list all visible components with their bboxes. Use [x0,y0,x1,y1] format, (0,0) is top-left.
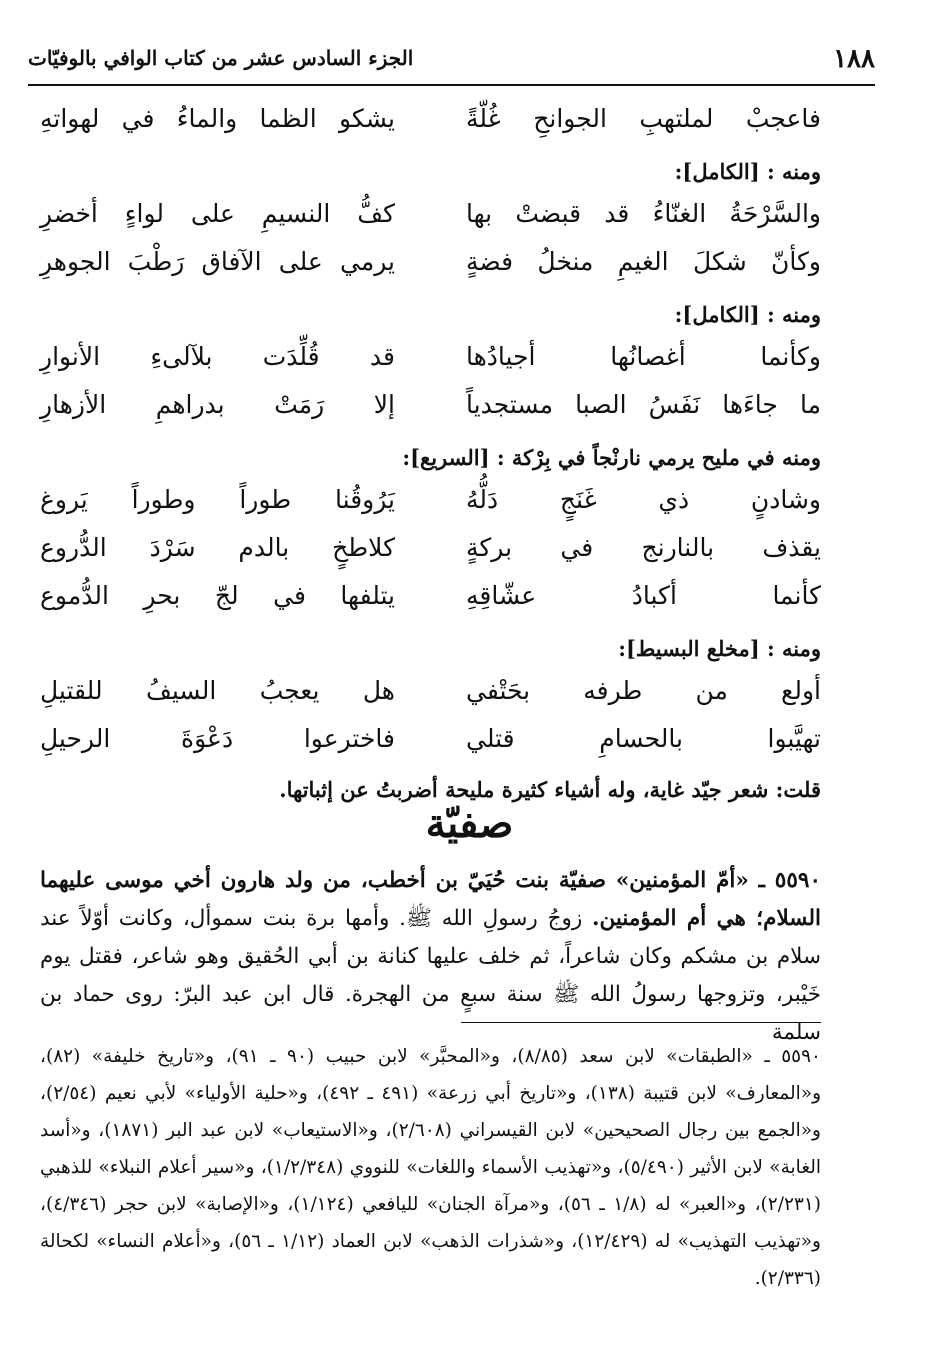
verse-line [40,195,821,243]
verse-line [40,338,821,386]
verse-second-hemistich: يرمي على الآفاق رَطْبَ الجوهرِ [40,247,395,276]
verse-second-hemistich: كفُّ النسيمِ على لواءٍ أخضرِ [40,199,395,228]
page-header [28,36,875,86]
meter-intro: ومنه : [الكامل]: [674,302,821,327]
verse-first-hemistich: فاعجبْ لملتهبِ الجوانحِ غُلّةً [466,104,821,133]
poetry-section [40,100,821,812]
verse-first-hemistich: كأنما أكبادُ عشّاقِهِ [466,581,821,610]
meter-intro: ومنه : [الكامل]: [674,159,821,184]
verse-second-hemistich: يتلفها في لجّ بحرِ الدُّموع [40,581,395,610]
verse-first-hemistich: والسَّرْحَةُ الغنّاءُ قد قبضتْ بها [466,199,821,228]
entry-text: زوجُ رسولِ الله ﷺ. وأمها برة بنت سموأل، وكانت أوّلاً عند سلام بن مشكم وكان شاعراً، ثم خلف عليها كنانة بن أبي الحُقيق وهو شاعر، فقتل يوم خَيْبر، وتزوجها رسولُ الله ﷺ سنة سبعٍ من الهجرة. قال ابن عبد البرّ: روى حماد بن سلمة [40,906,821,1045]
verse-first-hemistich: أولع من طرفه بحَتْفي [466,676,821,705]
page-number: ١٨٨ [833,44,875,74]
meter-intro: ومنه في مليح يرمي نارنْجاً في بِرْكة : [السريع]: [402,445,821,470]
meter-intro: ومنه : [مخلع البسيط]: [618,636,821,661]
verse-first-hemistich: وكأنما أغصانُها أجيادُها [466,342,821,371]
verse-second-hemistich: هل يعجبُ السيفُ للقتيلِ [40,676,395,705]
verse-line [40,243,821,291]
entry-heading: ٥٥٩٠ ـ «أمّ المؤمنين» صفيّة بنت حُيَيّ بن أخطب، من ولد هارون أخي موسى عليهما السلام؛ هي أم المؤمنين. [40,868,821,931]
section-heading: صفيّة [425,800,514,847]
verse-line [40,720,821,768]
verse-second-hemistich: فاخترعوا دَعْوَةَ الرحيلِ [40,724,395,753]
verse-line [40,386,821,434]
biography-entry [40,862,821,1052]
verse-line [40,100,821,148]
verse-second-hemistich: قد قُلِّدَت بلآلىءِ الأنوارِ [40,342,395,371]
verse-first-hemistich: ما جاءَها نَفَسُ الصبا مستجدياً [466,390,821,419]
verse-second-hemistich: كلاطخٍ بالدم سَرْدَ الدُّروع [40,533,395,562]
footnote: ٥٥٩٠ ـ «الطبقات» لابن سعد (٨/٨٥)، و«المحبَّر» لابن حبيب (٩٠ ـ ٩١)، و«تاريخ خليفة» (٨٢)، و«المعارف» لابن قتيبة (١٣٨)، و«تاريخ أبي زرعة» (٤٩١ ـ ٤٩٢)، و«حلية الأولياء» لأبي نعيم (٢/٥٤)، و«الجمع بين رجال الصحيحين» لابن القيسراني (٢/٦٠٨)، و«الاستيعاب» لابن عبد البر (١٨٧١)، و«أسد الغابة» لابن الأثير (٥/٤٩٠)، و«تهذيب الأسماء واللغات» للنووي (١/٢/٣٤٨)، و«سير أعلام النبلاء» للذهبي (٢/٢٣١)، و«العبر» له (١/٨ ـ ٥٦)، و«مرآة الجنان» لليافعي (١/١٢٤)، و«الإصابة» لابن حجر (٤/٣٤٦)، و«تهذيب التهذيب» له (١٢/٤٢٩)، و«شذرات الذهب» لابن العماد (١/١٢ ـ ٥٦)، و«أعلام النساء» لكحالة (٢/٣٣٦). [40,1046,822,1289]
verse-second-hemistich: إلا رَمَتْ بدراهمِ الأزهارِ [40,390,395,419]
verse-first-hemistich: وشادنٍ ذي غَنَجٍ دَلُّهُ [466,485,821,514]
verse-first-hemistich: يقذف بالنارنج في بركةٍ [466,533,821,562]
verse-first-hemistich: تهيَّبوا بالحسامِ قتلي [466,724,821,753]
running-title: الجزء السادس عشر من كتاب الوافي بالوفيّات [28,46,414,70]
author-remark: قلت: شعر جيّد غاية، وله أشياء كثيرة مليحة أضربتُ عن إثباتها. [279,777,821,802]
footnote-divider [461,1022,821,1023]
verse-first-hemistich: وكأنّ شكلَ الغيمِ منخلُ فضةٍ [466,247,821,276]
verse-line [40,577,821,625]
verse-second-hemistich: يَرُوقُنا طوراً وطوراً يَروغ [40,485,395,514]
verse-line [40,529,821,577]
verse-second-hemistich: يشكو الظما والماءُ في لهواتهِ [40,104,395,133]
verse-line [40,672,821,720]
verse-line [40,481,821,529]
